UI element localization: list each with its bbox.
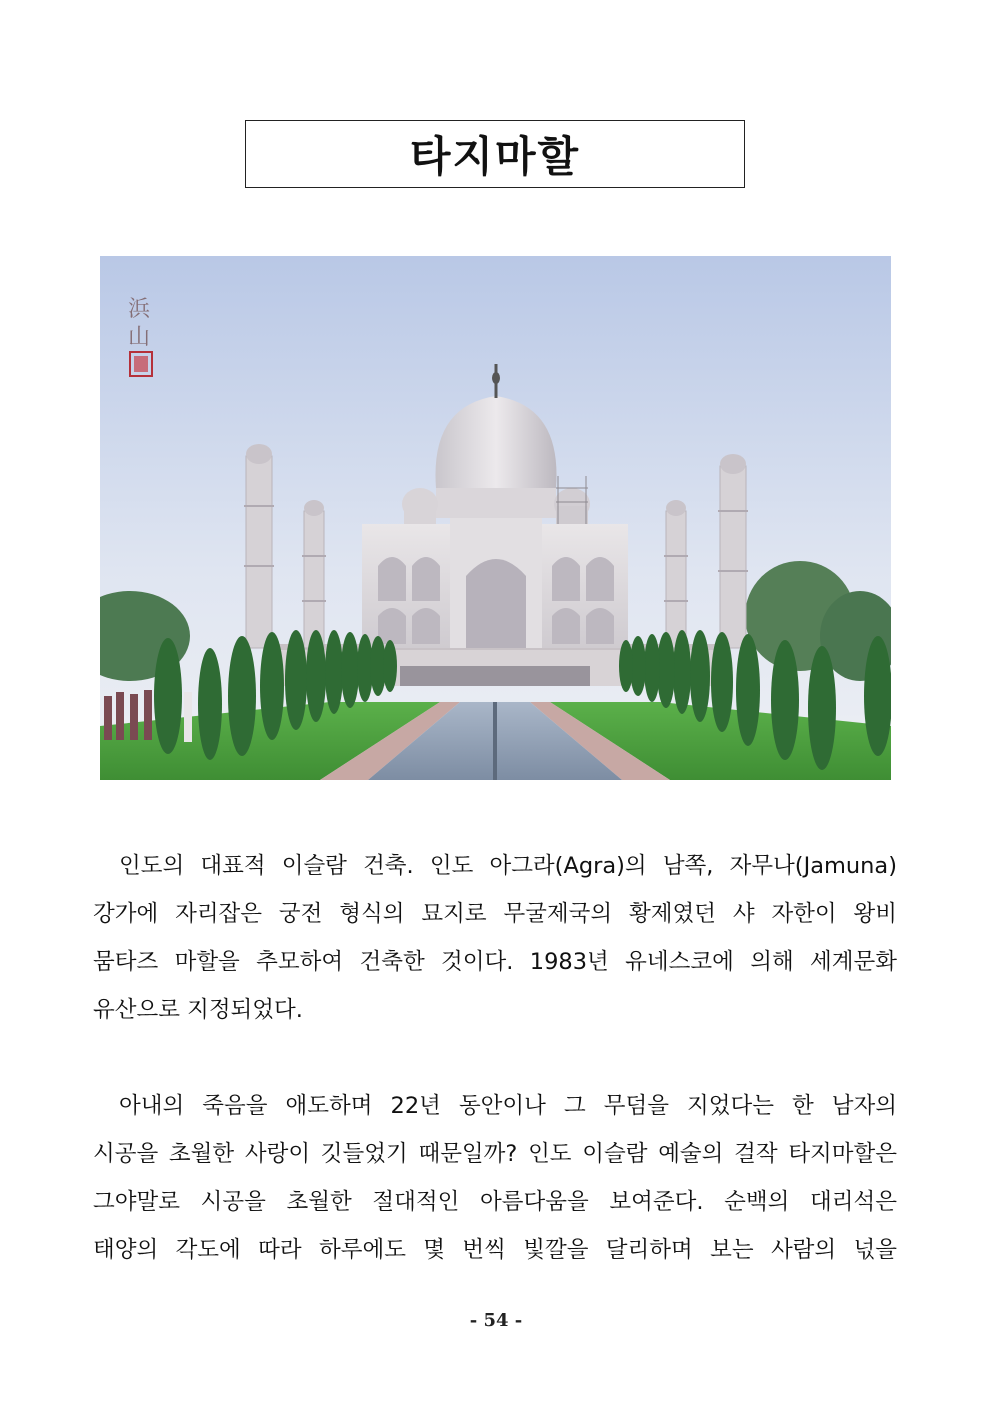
svg-text:浜: 浜: [128, 297, 151, 322]
title-box: [245, 120, 745, 188]
paragraph-1-line: 강가에 자리잡은 궁전 형식의 묘지로 무굴제국의 황제였던 샤 자한이 왕비: [93, 901, 897, 927]
svg-text:山: 山: [128, 325, 151, 350]
paragraph-1-line: 유산으로 지정되었다.: [93, 997, 303, 1023]
page-number: - 54 -: [469, 1310, 523, 1331]
paragraph-2-line: 그야말로 시공을 초월한 절대적인 아름다움을 보여준다. 순백의 대리석은: [93, 1189, 897, 1215]
paragraph-1-line: 인도의 대표적 이슬람 건축. 인도 아그라(Agra)의 남쪽, 자무나(Jamuna): [119, 853, 897, 879]
page-title: 타지마할: [409, 132, 581, 181]
paragraph-2-line: 아내의 죽음을 애도하며 22년 동안이나 그 무덤을 지었다는 한 남자의: [119, 1093, 897, 1119]
paragraph-2-line: 태양의 각도에 따라 하루에도 몇 번씩 빛깔을 달리하며 보는 사람의 넋을: [93, 1237, 897, 1263]
paragraph-1: [93, 842, 897, 1034]
paragraph-2-line: 시공을 초월한 사랑이 깃들었기 때문일까? 인도 이슬람 예술의 걸작 타지마할은: [93, 1141, 897, 1167]
paragraph-1-line: 뭄타즈 마할을 추모하여 건축한 것이다. 1983년 유네스코에 의해 세계문화: [93, 949, 897, 975]
taj-mahal-photo: [100, 256, 891, 780]
paragraph-2: [93, 1082, 897, 1274]
